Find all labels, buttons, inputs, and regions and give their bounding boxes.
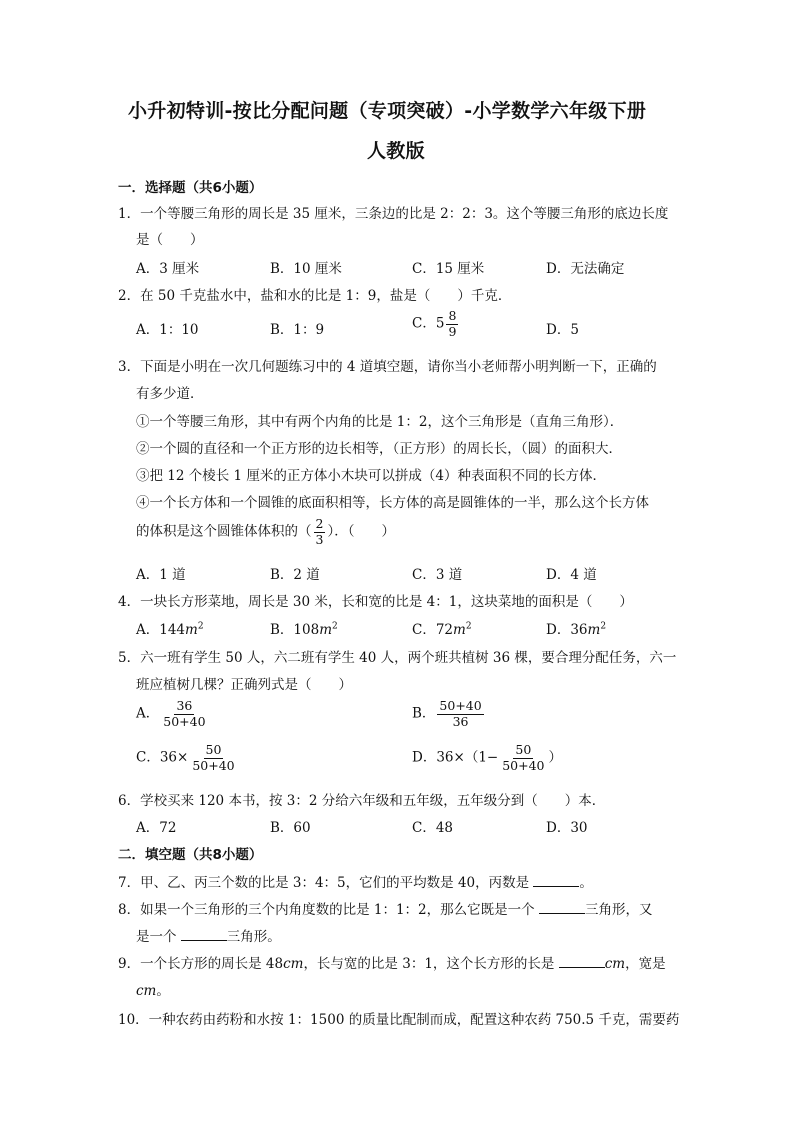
expression-text: ）: [548, 749, 563, 766]
fraction-numerator: 50: [515, 742, 532, 757]
question-text: 有多少道．: [136, 386, 204, 402]
option-a: A．1 道: [136, 567, 186, 583]
fraction-denominator: 50+40: [502, 757, 545, 773]
question-text: 1．一个等腰三角形的周长是 35 厘米，三条边的比是 2：2：3。这个等腰三角形的底边长度: [118, 206, 669, 222]
question-text: [136, 979, 170, 999]
option-c: [412, 618, 472, 638]
fraction: [437, 700, 483, 728]
question-text: 5．六一班有学生 50 人，六二班有学生 40 人，两个班共植树 36 棵，要合理分配任务，六一: [118, 650, 677, 666]
option-a: [136, 700, 210, 728]
question-text: 6．学校买来 120 本书，按 3：2 分给六年级和五年级，五年级分到（ ）本．: [118, 793, 606, 809]
exponent: 2: [332, 621, 338, 632]
unit: m: [185, 622, 198, 638]
option-a: A．1：10: [136, 322, 199, 338]
fraction-denominator: 50+40: [192, 757, 235, 773]
option-label: D．: [412, 749, 437, 766]
section-heading-fill: 二．填空题（共8小题）: [118, 847, 263, 863]
answer-blank[interactable]: [559, 955, 605, 968]
option-label: A．: [136, 705, 160, 722]
mixed-number-whole: 5: [435, 315, 445, 332]
question-text: 3．下面是小明在一次几何题练习中的 4 道填空题，请你当小老师帮小明判断一下，正确的: [118, 359, 657, 375]
question-text: [136, 925, 281, 945]
section-heading-choice: 一．选择题（共6小题）: [118, 180, 263, 196]
question-text: 8．如果一个三角形的三个内角度数的比是 1：1：2，那么它既是一个: [118, 902, 539, 918]
question-text: 4．一块长方形菜地，周长是 30 米，长和宽的比是 4：1，这块菜地的面积是（ ）: [118, 594, 633, 610]
option-c: C．48: [412, 820, 454, 836]
option-label: C．: [412, 315, 436, 332]
fraction: [446, 310, 458, 338]
option-d: D．5: [546, 322, 579, 338]
fraction-denominator: 9: [448, 323, 457, 339]
option-label: B．: [412, 705, 436, 722]
question-text: ，宽是: [625, 956, 666, 972]
option-a: [136, 618, 204, 638]
sub-item-3: ③把 12 个棱长 1 厘米的正方体小木块可以拼成（4）种表面积不同的长方体．: [136, 468, 607, 484]
option-text: C．72: [412, 622, 454, 638]
question-text: 三角形，又: [584, 902, 653, 918]
option-d: D．30: [546, 820, 588, 836]
exponent: 2: [197, 621, 204, 632]
fraction: [500, 744, 546, 772]
fraction: [161, 700, 207, 728]
option-text: D．36: [546, 622, 588, 638]
unit: m: [587, 622, 601, 638]
fraction-denominator: 36: [452, 713, 469, 729]
fraction: [190, 744, 236, 772]
option-a: A．72: [136, 820, 177, 836]
fraction-numerator: 50: [205, 742, 222, 757]
fraction-numerator: 36: [176, 698, 193, 713]
question-text: 班应植树几棵？正确列式是（ ）: [136, 677, 352, 693]
option-b: B．60: [270, 820, 311, 836]
sub-item-2: ②一个圆的直径和一个正方形的边长相等，（正方形）的周长长，（圆）的面积大．: [136, 441, 622, 457]
exponent: 2: [600, 621, 607, 632]
option-b: B．1：9: [270, 322, 325, 338]
unit: cm: [283, 956, 304, 972]
question-10: 10．一种农药由药粉和水按 1：1500 的质量比配制而成，配置这种农药 750.5 千克，需要药: [118, 1012, 680, 1028]
sub-item-1: ①一个等腰三角形，其中有两个内角的比是 1：2，这个三角形是（直角三角形）．: [136, 414, 624, 430]
option-a: A．3 厘米: [136, 261, 200, 277]
option-text: B．108: [270, 622, 320, 638]
text: 的体积是这个圆锥体体积的（: [136, 523, 312, 540]
fraction-numerator: 8: [448, 308, 457, 323]
text: ）．（ ）: [327, 523, 395, 540]
question-text: 2．在 50 千克盐水中，盐和水的比是 1：9，盐是（ ）千克．: [118, 288, 512, 304]
answer-blank[interactable]: [181, 928, 227, 941]
fraction-numerator: 50+40: [439, 698, 482, 713]
option-c: [412, 310, 460, 338]
question-text: [118, 898, 652, 918]
option-c: C．15 厘米: [412, 261, 485, 277]
fraction-numerator: 2: [315, 516, 324, 531]
page-title: 小升初特训-按比分配问题（专项突破）-小学数学六年级下册: [128, 100, 647, 122]
option-text: A．144: [136, 622, 186, 638]
option-c: [136, 744, 239, 772]
question-text: 三角形。: [226, 929, 281, 945]
question-text: 9．一个长方形的周长是 48: [118, 956, 284, 972]
option-d: [412, 744, 562, 772]
fraction: [314, 518, 326, 546]
option-b: [412, 700, 486, 728]
unit: cm: [136, 983, 157, 999]
option-b: B．10 厘米: [270, 261, 342, 277]
fraction-denominator: 50+40: [163, 713, 206, 729]
option-label: C．: [136, 749, 160, 766]
answer-blank[interactable]: [533, 874, 579, 887]
answer-blank[interactable]: [539, 901, 585, 914]
option-c: C．3 道: [412, 567, 463, 583]
option-d: D．4 道: [546, 567, 597, 583]
sub-item-4-cont: [136, 518, 395, 546]
fraction-denominator: 3: [315, 531, 324, 547]
question-text: 是（ ）: [136, 232, 204, 248]
page-title-line2: 人教版: [367, 140, 425, 162]
option-d: [546, 618, 606, 638]
question-text: [118, 952, 666, 972]
question-text: 。: [156, 983, 170, 999]
sub-item-4: ④一个长方体和一个圆锥的底面积相等，长方体的高是圆锥体的一半，那么这个长方体: [136, 495, 649, 511]
unit: cm: [604, 956, 626, 972]
option-b: [270, 618, 338, 638]
question-text: 。: [579, 875, 593, 891]
unit: m: [453, 622, 466, 638]
question-text: ，长与宽的比是 3：1，这个长方形的长是: [303, 956, 559, 972]
expression-text: 36×: [159, 749, 189, 766]
unit: m: [319, 622, 333, 638]
question-7: [118, 871, 593, 891]
question-text: 是一个: [136, 929, 181, 945]
expression-text: 36×（1−: [436, 749, 499, 766]
option-d: D．无法确定: [546, 261, 625, 277]
option-b: B．2 道: [270, 567, 320, 583]
question-text: 7．甲、乙、丙三个数的比是 3：4：5，它们的平均数是 40，丙数是: [118, 875, 534, 891]
exponent: 2: [465, 621, 472, 632]
